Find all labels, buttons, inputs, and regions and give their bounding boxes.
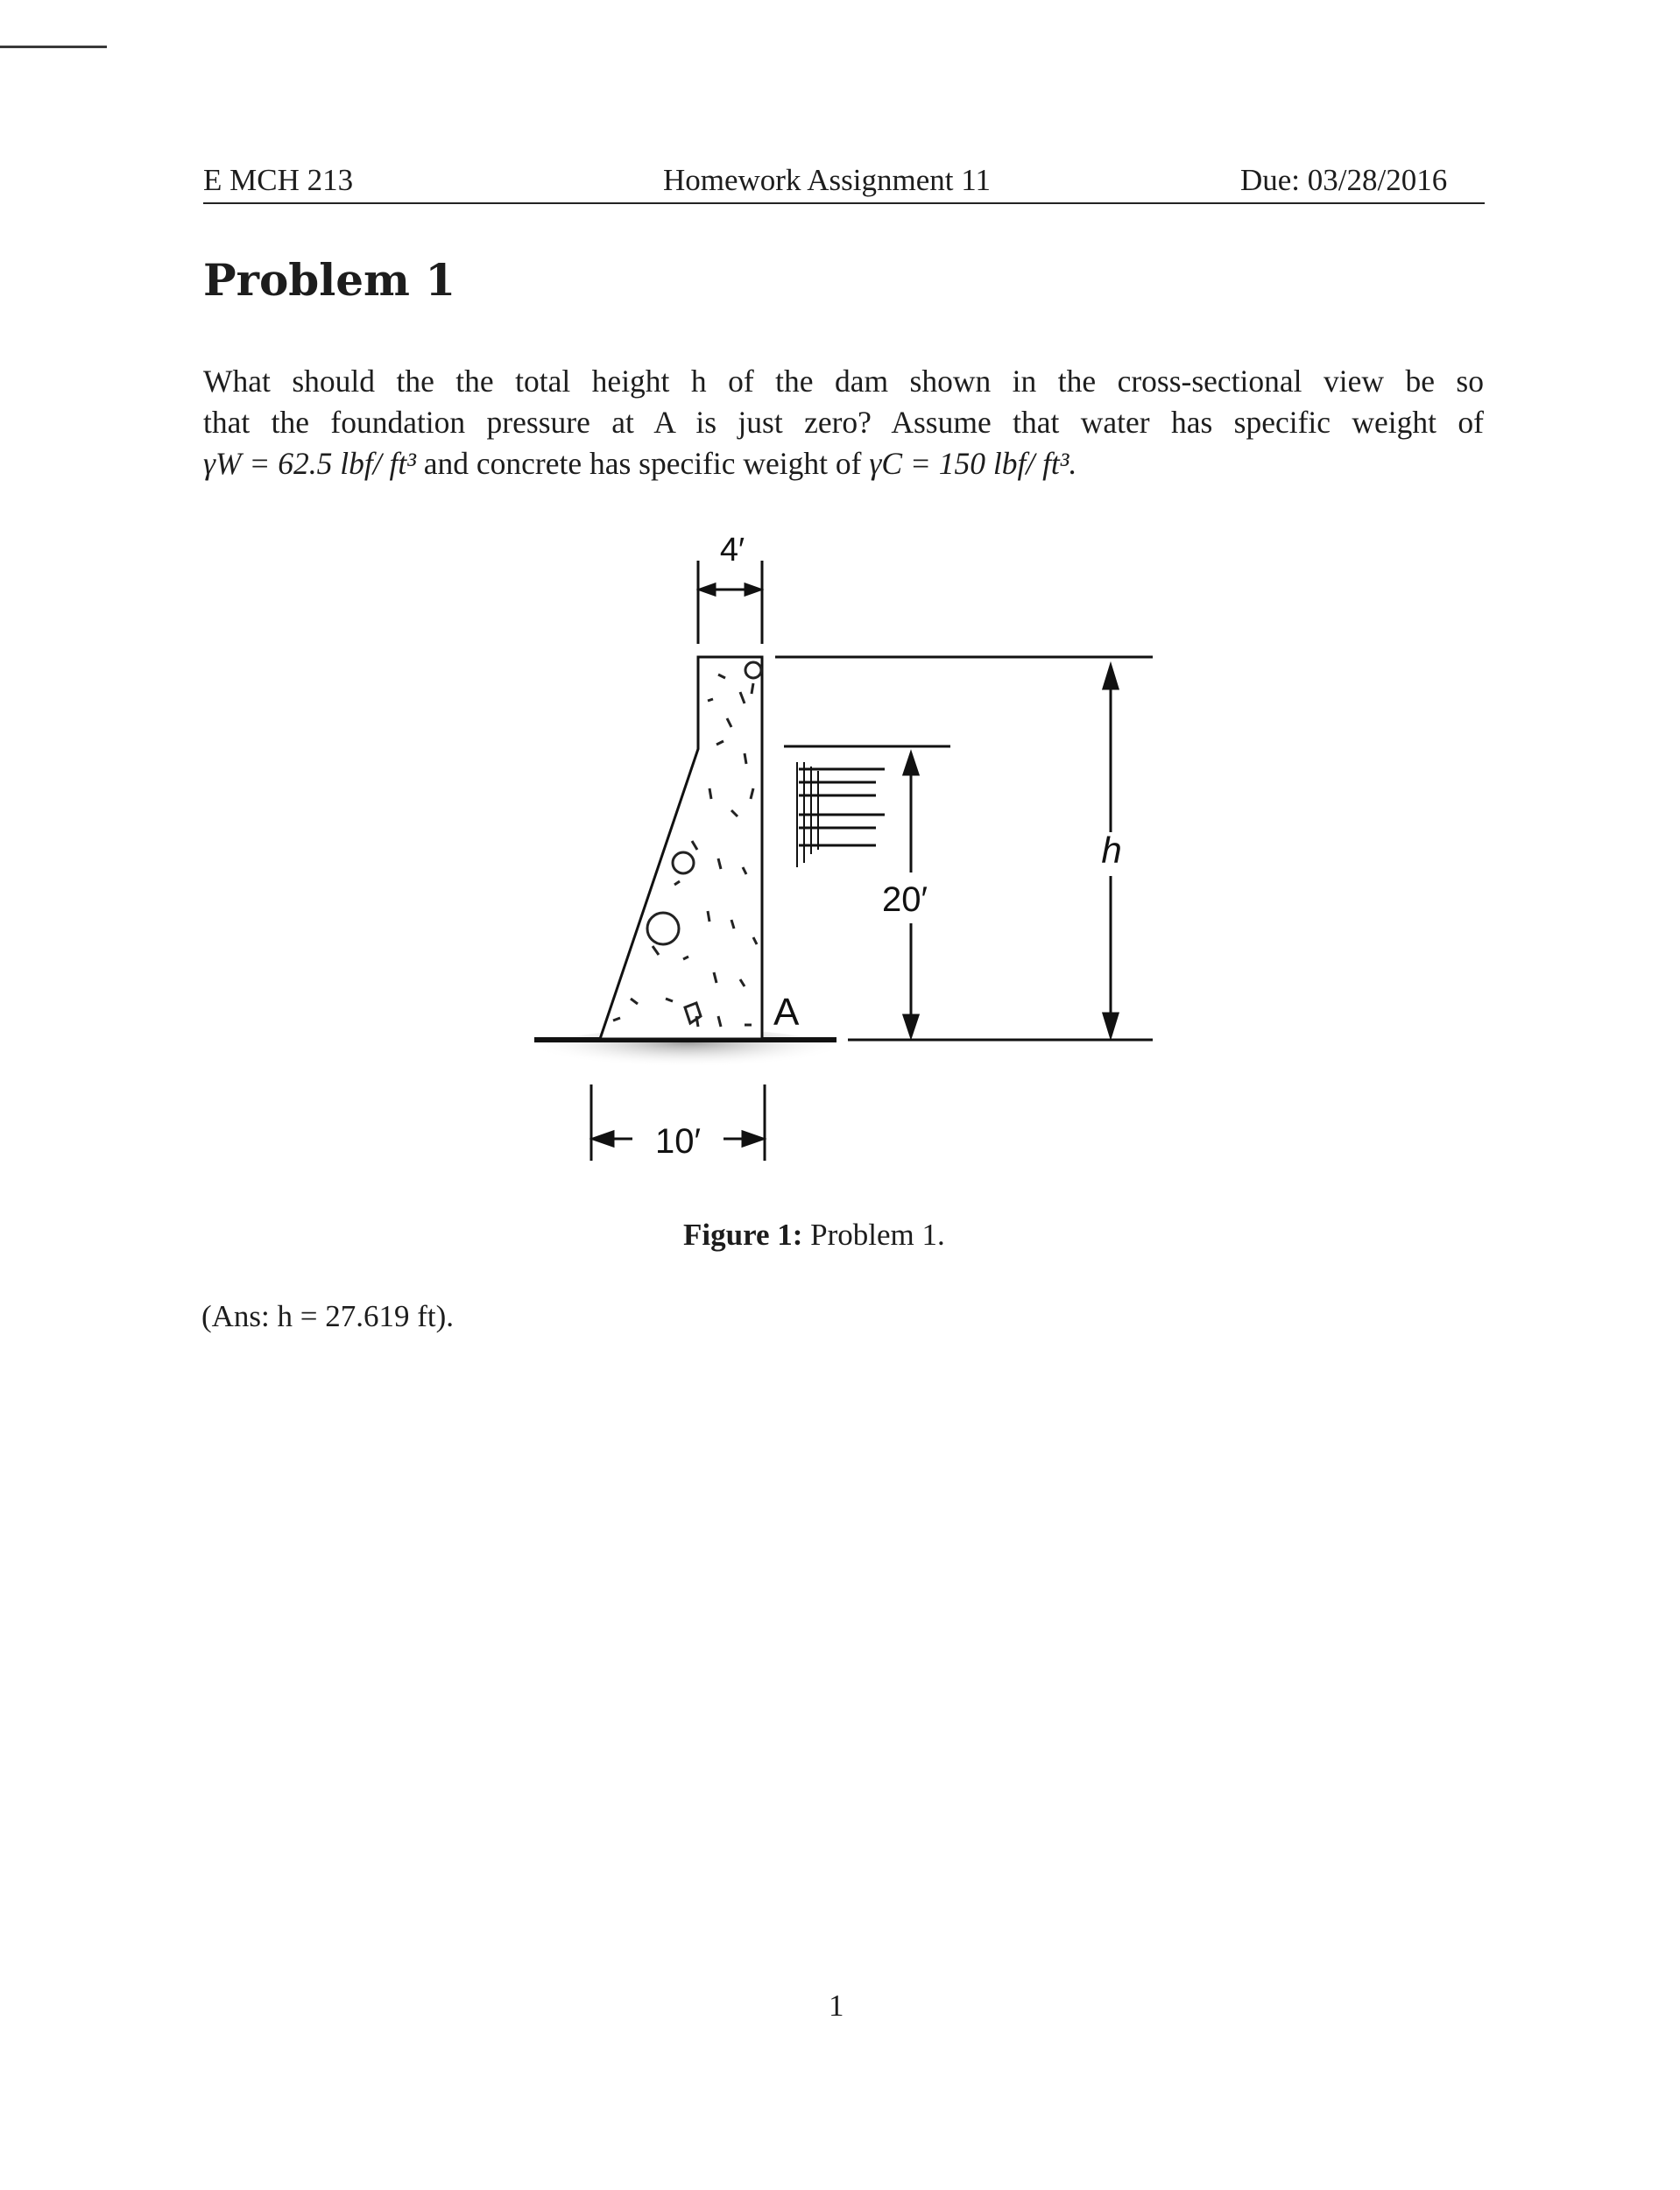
header-course: E MCH 213 — [203, 163, 354, 197]
problem-title: Problem 1 — [203, 254, 456, 306]
top-width-label: 4′ — [719, 532, 745, 569]
base-width-label: 10′ — [655, 1122, 701, 1161]
problem-statement — [203, 361, 1484, 484]
dam-figure — [517, 526, 1182, 1191]
height-label: h — [1101, 830, 1122, 871]
statement-line-1: What should the the total height h of the dam shown in the cross-sectional view be so — [203, 364, 1484, 399]
caption-prefix: Figure 1: — [683, 1218, 803, 1252]
point-a-label: A — [773, 991, 800, 1034]
top-width-dimension — [698, 561, 762, 644]
dam-cross-section — [600, 657, 762, 1039]
water-depth-label: 20′ — [882, 880, 928, 919]
gamma-c: γC = 150 lbf/ ft³. — [869, 446, 1077, 481]
header-due-date: Due: 03/28/2016 — [1240, 163, 1448, 197]
statement-joiner: and concrete has specific weight of — [423, 446, 862, 481]
caption-text: Problem 1. — [810, 1218, 945, 1252]
gamma-w: γW = 62.5 lbf/ ft³ — [203, 446, 416, 481]
water-surface-hatch — [784, 746, 950, 867]
page-number: 1 — [829, 1989, 844, 2023]
answer: (Ans: h = 27.619 ft). — [201, 1299, 455, 1333]
statement-line-3 — [203, 443, 1484, 484]
figure-caption — [683, 1218, 945, 1253]
header-rule — [203, 202, 1485, 204]
statement-line-2: that the foundation pressure at A is just zero? Assume that water has specific weight of — [203, 405, 1484, 440]
header-assignment: Homework Assignment 11 — [663, 163, 991, 197]
scan-edge-mark — [0, 46, 107, 48]
